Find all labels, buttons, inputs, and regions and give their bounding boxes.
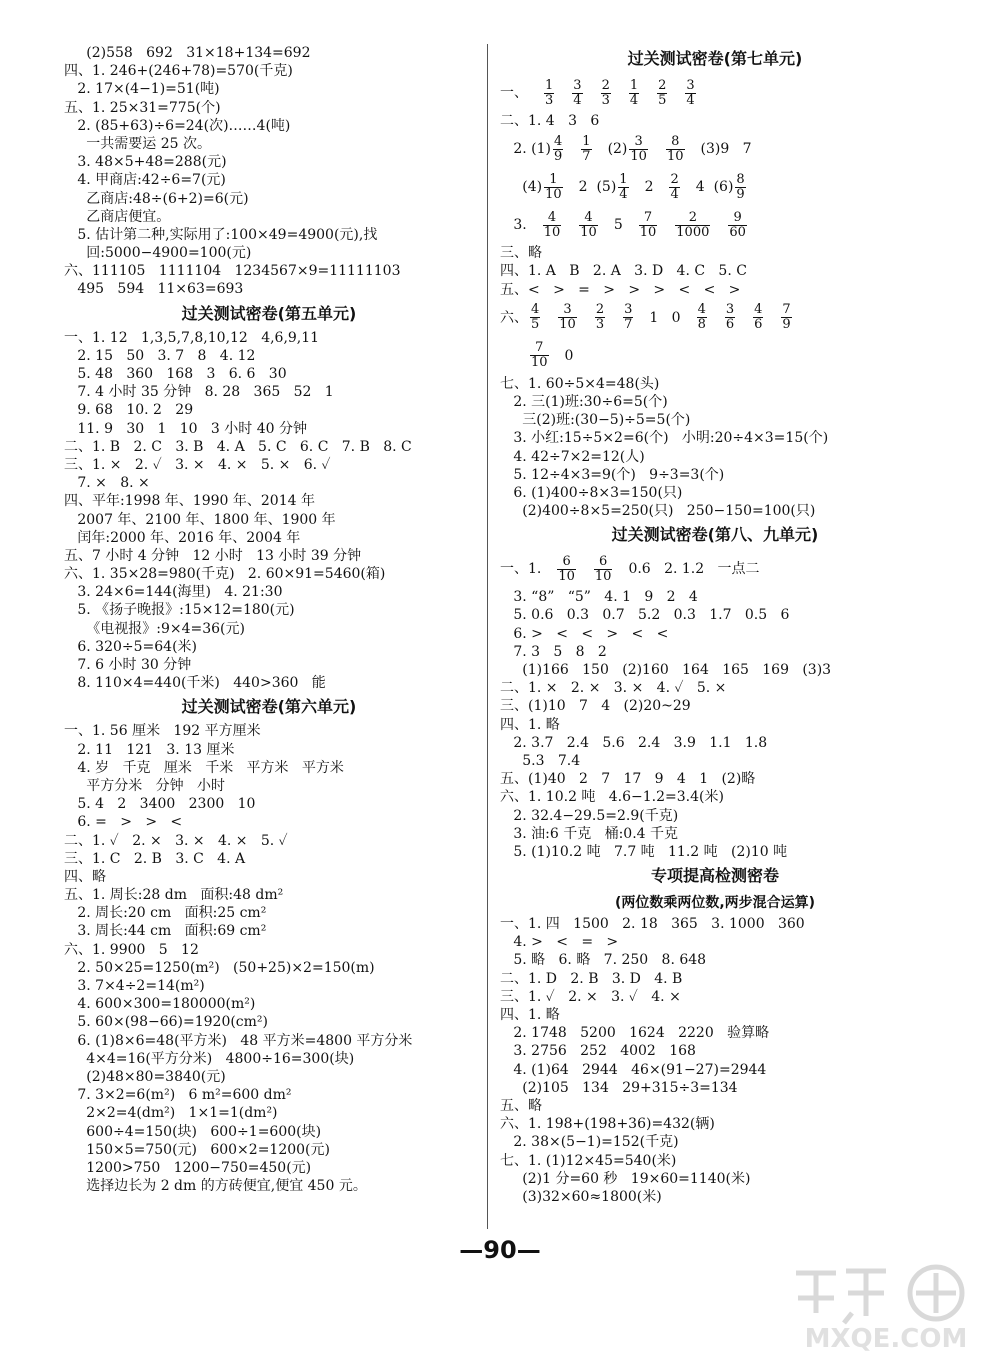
fraction [728, 211, 747, 240]
answer-line: 3. 7×4÷2=14(m²) [64, 978, 205, 994]
answer-line: 三、1. ✓ 2. × 3. ✓ 4. × [500, 988, 681, 1005]
answer-line: 495 594 11×63=693 [64, 281, 244, 298]
section-title: 专项提高检测密卷 [650, 866, 779, 886]
answer-line: 二、1. 4 3 6 [500, 113, 600, 129]
fraction [558, 303, 577, 332]
numerator: 3 [624, 302, 633, 318]
denominator: 5 [658, 92, 667, 108]
text: 一、1. [500, 561, 542, 578]
denominator: 10 [666, 148, 684, 164]
fraction [629, 135, 648, 164]
fraction [581, 135, 591, 164]
answer-line: 150×5=750(元) 600×2=1200(元) [64, 1141, 330, 1158]
denominator: 3 [545, 92, 554, 108]
numerator: 2 [658, 77, 667, 93]
fraction [753, 303, 763, 332]
answer-line: (2)400÷8×5=250(只) 250−150=100(只) [500, 503, 816, 520]
answer-line: 4. 42÷7×2=12(人) [500, 448, 645, 465]
denominator: 10 [545, 186, 562, 202]
denominator: 6 [725, 317, 735, 333]
answer-line: 乙商店便宜。 [64, 208, 171, 225]
numerator: 4 [754, 302, 763, 318]
answer-line: 二、1. × 2. × 3. × 4. ✓ 5. × [500, 680, 727, 697]
section-title: 过关测试密卷(第五单元) [181, 303, 357, 323]
answer-line: 6. = > > < [64, 814, 183, 831]
fraction [530, 303, 540, 332]
answer-line: 9. 68 10. 2 29 [64, 402, 194, 419]
answer-line: 2007 年、2100 年、1800 年、1900 年 [64, 511, 336, 528]
answer-line: 四、1. 略 [500, 716, 560, 733]
fraction [629, 79, 639, 108]
answer-line: 一、1. 12 1,3,5,7,8,10,12 4,6,9,11 [64, 329, 320, 346]
numerator: 4 [531, 302, 540, 318]
answer-line: 3. “8” “5” 4. 1 9 2 4 [500, 589, 698, 606]
text: 2 [644, 179, 654, 196]
answer-line: 三、1. × 2. ✓ 3. × 4. × 5. × 6. ✓ [64, 456, 331, 473]
answer-line: 2. 三(1)班:30÷6=5(个) [500, 393, 668, 410]
text: 5 [613, 217, 623, 234]
fraction [781, 303, 791, 332]
text: 0 [564, 347, 574, 364]
denominator: 60 [729, 224, 746, 240]
answer-line: 3. 24×6=144(海里) 4. 21:30 [64, 584, 283, 601]
denominator: 10 [531, 355, 548, 371]
answer-line: 一共需要运 25 次。 [64, 135, 211, 152]
numerator: 4 [697, 302, 706, 318]
fraction [735, 173, 745, 202]
numerator: 3 [686, 77, 695, 93]
answer-line: (2)105 134 29+315÷3=134 [500, 1079, 738, 1096]
numerator: 8 [736, 171, 745, 187]
numerator: 3 [573, 77, 582, 93]
section-title: 过关测试密卷(第七单元) [627, 49, 803, 68]
answer-line: 6. (1)400÷8×3=150(只) [500, 484, 683, 501]
answer-line: 四、平年:1998 年、1990 年、2014 年 [64, 493, 315, 510]
answer-line: 2×2=4(dm²) 1×1=1(dm²) [64, 1105, 278, 1122]
text: (4) [500, 179, 543, 196]
answer-line: 三、(1)10 7 4 (2)20~29 [500, 698, 691, 715]
text: (2) [607, 141, 628, 158]
numerator: 1 [582, 133, 591, 149]
denominator: 4 [629, 92, 639, 108]
answer-line: 选择边长为 2 dm 的方砖便宜,便宜 450 元。 [64, 1178, 367, 1195]
numerator: 1 [545, 77, 554, 93]
answer-line: 8. 110×4=440(千米) 440>360 能 [64, 675, 326, 692]
column-divider [487, 44, 488, 1229]
numerator: 1 [544, 173, 563, 188]
answer-line: 五、略 [500, 1097, 542, 1114]
answer-line [500, 206, 930, 244]
answer-line: 2. 1748 5200 1624 2220 验算略 [500, 1025, 770, 1042]
answer-line: 4×4=16(平方分米) 4800÷16=300(块) [64, 1050, 355, 1067]
answer-line: 2. 38×(5−1)=152(千克) [500, 1134, 679, 1151]
fraction [601, 79, 611, 108]
numerator: 6 [557, 555, 576, 570]
denominator: 10 [558, 568, 575, 584]
denominator: 4 [670, 186, 679, 202]
answer-line: 三、1. C 2. B 3. C 4. A [64, 850, 246, 867]
answer-line: 四、略 [64, 868, 106, 885]
answer-line [500, 337, 930, 375]
fraction [669, 173, 679, 202]
denominator: 10 [639, 224, 657, 240]
text: 0.6 2. 1.2 一点二 [628, 561, 760, 578]
answer-line: 四、1. 略 [500, 1007, 560, 1023]
answer-line: 四、1. A B 2. A 3. D 4. C 5. C [500, 263, 747, 280]
answer-line: 5. 60×(98−66)=1920(cm²) [64, 1014, 268, 1031]
answer-line: 六、1. 35×28=980(千克) 2. 60×91=5460(箱) [64, 566, 386, 583]
answer-line: 闰年:2000 年、2016 年、2004 年 [64, 529, 301, 546]
denominator: 6 [754, 317, 763, 333]
numerator: 1 [619, 171, 628, 187]
text: 2. (1) [500, 141, 551, 158]
denominator: 10 [543, 224, 561, 240]
answer-line: 五、7 小时 4 分钟 12 小时 13 小时 39 分钟 [64, 547, 362, 564]
answer-line [500, 74, 930, 112]
fraction [557, 555, 576, 584]
answer-line: 六、111105 1111104 1234567×9=11111103 [64, 263, 401, 280]
fraction [572, 79, 582, 108]
answer-line: 七、1. 60÷5×4=48(头) [500, 375, 660, 392]
answer-line: 2. 50×25=1250(m²) (50+25)×2=150(m) [64, 959, 375, 976]
answer-line: 5. 《扬子晚报》:15×12=180(元) [64, 602, 295, 619]
numerator: 9 [728, 211, 747, 226]
fraction [530, 341, 549, 370]
answer-line [500, 550, 930, 588]
answer-line: 7. 6 小时 30 分钟 [64, 657, 192, 673]
answer-line: 1200>750 1200−750=450(元) [64, 1159, 312, 1176]
answer-line: 5. 12÷4×3=9(个) 9÷3=3(个) [500, 466, 725, 483]
answer-line: 7. 3×2=6(m²) 6 m²=600 dm² [64, 1087, 292, 1104]
answer-line: 2. 11 121 3. 13 厘米 [64, 741, 235, 758]
denominator: 10 [580, 224, 597, 240]
fraction [553, 135, 563, 164]
answer-line: 六、1. 198+(198+36)=432(辆) [500, 1116, 715, 1133]
answer-line: 2. (85+63)÷6=24(次)……4(吨) [64, 117, 291, 134]
answer-line: 5.3 7.4 [500, 752, 581, 769]
denominator: 3 [601, 92, 610, 108]
answer-line: 六、1. 10.2 吨 4.6−1.2=3.4(米) [500, 789, 724, 806]
fraction [657, 79, 667, 108]
answer-line: 5. (1)10.2 吨 7.7 吨 11.2 吨 (2)10 吨 [500, 843, 788, 860]
answer-line: 4. 甲商店:42÷6=7(元) [64, 172, 226, 189]
answer-line: 3. 油:6 千克 桶:0.4 千克 [500, 825, 679, 842]
answer-line: 6. (1)8×6=48(平方米) 48 平方米=4800 平方分米 [64, 1032, 413, 1049]
text: 4 (6) [695, 179, 734, 196]
numerator: 2 [601, 77, 610, 93]
answer-line: (1)166 150 (2)160 164 165 169 (3)3 [500, 662, 832, 678]
item-label: 一、 [500, 85, 528, 101]
watermark-logo [786, 1253, 986, 1353]
answer-line: 4. (1)64 2944 46×(91−27)=2944 [500, 1061, 767, 1078]
numerator: 4 [554, 133, 563, 149]
numerator: 3 [629, 135, 648, 150]
right-column [500, 44, 930, 1206]
denominator: 9 [736, 186, 745, 202]
numerator: 7 [639, 211, 658, 226]
denominator: 4 [686, 92, 695, 108]
numerator: 7 [782, 302, 791, 318]
answer-line: 2. 周长:20 cm 面积:25 cm² [64, 905, 267, 922]
fraction [675, 211, 710, 240]
answer-line: 一、1. 四 1500 2. 18 365 3. 1000 360 [500, 916, 805, 933]
answer-line: 4. 600×300=180000(m²) [64, 996, 256, 1013]
answer-line: 7. 4 小时 35 分钟 8. 28 365 52 1 [64, 384, 334, 401]
denominator: 3 [595, 317, 605, 333]
numerator: 2 [595, 302, 605, 318]
denominator: 4 [573, 92, 582, 108]
fraction [543, 211, 562, 240]
answer-line: 2. 32.4−29.5=2.9(千克) [500, 807, 679, 824]
answer-line [500, 299, 930, 337]
text: 六、 [500, 309, 528, 326]
answer-line: 5. 估计第二种,实际用了:100×49=4900(元),找 [64, 226, 378, 243]
answer-line: 2. 17×(4−1)=51(吨) [64, 81, 220, 98]
answer-line: 3. 2756 252 4002 168 [500, 1043, 696, 1060]
fraction [579, 211, 598, 240]
section-title: 过关测试密卷(第六单元) [181, 697, 357, 717]
fraction [623, 303, 633, 332]
section-subtitle: (两位数乘两位数,两步混合运算) [614, 895, 816, 912]
fraction [594, 555, 613, 584]
answer-line: 3. 周长:44 cm 面积:69 cm² [64, 923, 267, 940]
answer-line: 回:5000−4900=100(元) [64, 245, 252, 262]
fraction [544, 173, 563, 202]
answer-line: 二、1. ✓ 2. × 3. × 4. × 5. ✓ [64, 832, 288, 849]
answer-line: 7. 3 5 8 2 [500, 643, 607, 660]
numerator: 1 [629, 77, 639, 93]
numerator: 6 [594, 555, 613, 570]
numerator: 4 [543, 211, 562, 226]
fraction [697, 303, 707, 332]
text: (3)9 7 [700, 141, 752, 158]
answer-line: 乙商店:48÷(6+2)=6(元) [64, 190, 249, 207]
numerator: 2 [675, 211, 710, 226]
fraction [618, 173, 628, 202]
left-column [64, 44, 474, 1195]
answer-line: 5. 4 2 3400 2300 10 [64, 796, 256, 813]
text: 3. [500, 217, 527, 234]
answer-line [500, 168, 930, 206]
answer-line: 4. 岁 千克 厘米 千米 平方米 平方米 [64, 759, 344, 776]
answer-line: 600÷4=150(块) 600÷1=600(块) [64, 1123, 322, 1140]
answer-line: 五、1. 25×31=775(个) [64, 99, 221, 116]
answer-line: 七、1. (1)12×45=540(米) [500, 1152, 677, 1169]
answer-line: (2)48×80=3840(元) [64, 1068, 226, 1085]
fraction [639, 211, 658, 240]
fraction [725, 303, 735, 332]
fraction [666, 135, 685, 164]
text: 2 (5) [578, 179, 617, 196]
numerator: 8 [666, 135, 685, 150]
denominator: 7 [582, 148, 591, 164]
answer-line: 四、1. 246+(246+78)=570(千克) [64, 63, 293, 80]
answer-line: 7. × 8. × [64, 475, 150, 492]
answer-line: 6. 320÷5=64(米) [64, 638, 197, 655]
numerator: 2 [670, 171, 679, 187]
denominator: 1000 [676, 224, 710, 240]
denominator: 5 [531, 317, 540, 333]
fraction [685, 79, 695, 108]
answer-line: 3. 48×5+48=288(元) [64, 154, 227, 171]
denominator: 10 [594, 568, 612, 584]
answer-line: (2)558 692 31×18+134=692 [64, 45, 311, 61]
answer-line: 三、略 [500, 245, 542, 262]
text: 1 0 [649, 309, 681, 326]
answer-line: (3)32×60≈1800(米) [500, 1188, 662, 1205]
denominator: 9 [782, 317, 791, 333]
answer-line: 三(2)班:(30−5)÷5=5(个) [500, 412, 691, 429]
answer-line: 一、1. 56 厘米 192 平方厘米 [64, 723, 261, 740]
answer-line: 平方分米 分钟 小时 [64, 777, 225, 794]
answer-line: 五、(1)40 2 7 17 9 4 1 (2)略 [500, 771, 756, 788]
denominator: 10 [630, 148, 647, 164]
answer-line: 5. 48 360 168 3 6. 6 30 [64, 366, 287, 382]
numerator: 3 [558, 303, 577, 318]
numerator: 4 [579, 211, 598, 226]
fraction [544, 79, 554, 108]
denominator: 7 [624, 317, 633, 333]
answer-line: 2. 15 50 3. 7 8 4. 12 [64, 347, 256, 364]
answer-line: 五、1. 周长:28 dm 面积:48 dm² [64, 887, 284, 904]
answer-line: 五、< > = > > > < < > [500, 281, 741, 298]
fraction [595, 303, 605, 332]
denominator: 8 [697, 317, 706, 333]
denominator: 10 [559, 317, 576, 333]
answer-line: 6. > < < > < < [500, 625, 669, 642]
numerator: 7 [530, 341, 549, 356]
answer-line: 二、1. B 2. C 3. B 4. A 5. C 6. C 7. B 8. C [64, 438, 412, 455]
answer-line: 4. > < = > [500, 934, 619, 951]
denominator: 9 [554, 148, 563, 164]
answer-line: 5. 0.6 0.3 0.7 5.2 0.3 1.7 0.5 6 [500, 607, 790, 624]
answer-line: 5. 略 6. 略 7. 250 8. 648 [500, 952, 707, 969]
numerator: 3 [725, 302, 735, 318]
page-number: —90— [459, 1236, 541, 1264]
answer-line [500, 130, 930, 168]
section-title: 过关测试密卷(第八、九单元) [611, 525, 819, 545]
denominator: 4 [619, 186, 628, 202]
answer-line: 2. 3.7 2.4 5.6 2.4 3.9 1.1 1.8 [500, 734, 768, 751]
answer-line: 二、1. D 2. B 3. D 4. B [500, 970, 683, 987]
answer-line: 11. 9 30 1 10 3 小时 40 分钟 [64, 420, 307, 437]
watermark-text: MXQE.COM [804, 1324, 968, 1353]
answer-line: 六、1. 9900 5 12 [64, 941, 199, 958]
answer-line: 《电视报》:9×4=36(元) [64, 620, 245, 637]
answer-line: (2)1 分=60 秒 19×60=1140(米) [500, 1170, 751, 1187]
answer-line: 3. 小红:15÷5×2=6(个) 小明:20÷4×3=15(个) [500, 430, 829, 447]
